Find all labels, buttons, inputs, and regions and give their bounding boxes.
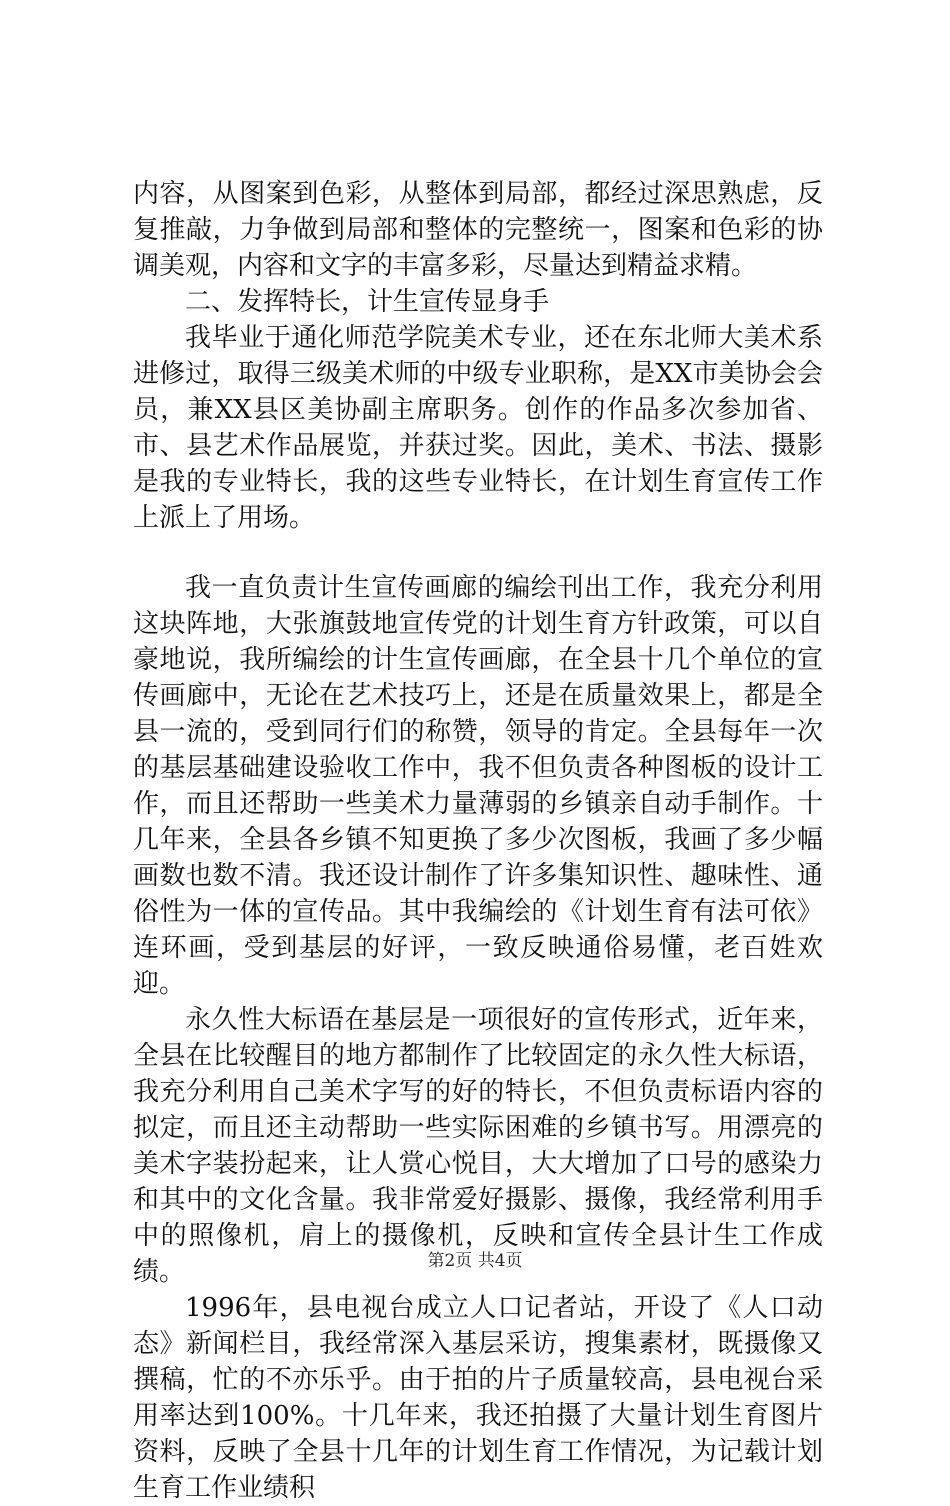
paragraph-continuation: 内容，从图案到色彩，从整体到局部，都经过深思熟虑，反复推敲，力争做到局部和整体的完整统一，图案和色彩的协调美观，内容和文字的丰富多彩，尽量达到精益求精。	[133, 179, 823, 281]
document-body	[133, 176, 823, 1506]
section-heading: 二、发挥特长，计生宣传显身手	[185, 287, 550, 317]
page-number-footer: 第2页 共4页	[427, 1251, 523, 1271]
paragraph-tv-station: 1996年，县电视台成立人口记者站，开设了《人口动态》新闻栏目，我经常深入基层采访，搜集素材，既摄像又撰稿，忙的不亦乐乎。由于拍的片子质量较高，县电视台采用率达到100%。十几年来，我还拍摄了大量计划生育图片资料，反映了全县十几年的计划生育工作情况，为记载计划生育工作业绩积	[133, 1293, 823, 1503]
paragraph-background: 我毕业于通化师范学院美术专业，还在东北师大美术系进修过，取得三级美术师的中级专业职称，是XX市美协会会员，兼XX县区美协副主席职务。创作的作品多次参加省、市、县艺术作品展览，并获过奖。因此，美术、书法、摄影是我的专业特长，我的这些专业特长，在计划生育宣传工作上派上了用场。	[133, 323, 823, 533]
paragraph-gallery: 我一直负责计生宣传画廊的编绘刊出工作，我充分利用这块阵地，大张旗鼓地宣传党的计划生育方针政策，可以自豪地说，我所编绘的计生宣传画廊，在全县十几个单位的宣传画廊中，无论在艺术技巧上，还是在质量效果上，都是全县一流的，受到同行们的称赞，领导的肯定。全县每年一次的基层基础建设验收工作中，我不但负责各种图板的设计工作，而且还帮助一些美术力量薄弱的乡镇亲自动手制作。十几年来，全县各乡镇不知更换了多少次图板，我画了多少幅画数也数不清。我还设计制作了许多集知识性、趣味性、通俗性为一体的宣传品。其中我编绘的《计划生育有法可依》连环画，受到基层的好评，一致反映通俗易懂，老百姓欢迎。	[133, 573, 823, 999]
paragraph-slogans: 永久性大标语在基层是一项很好的宣传形式，近年来，全县在比较醒目的地方都制作了比较固定的永久性大标语，我充分利用自己美术字写的好的特长，不但负责标语内容的拟定，而且还主动帮助一些实际困难的乡镇书写。用漂亮的美术字装扮起来，让人赏心悦目，大大增加了口号的感染力和其中的文化含量。我非常爱好摄影、摄像，我经常利用手中的照像机，肩上的摄像机，反映和宣传全县计生工作成绩。	[133, 1005, 823, 1287]
